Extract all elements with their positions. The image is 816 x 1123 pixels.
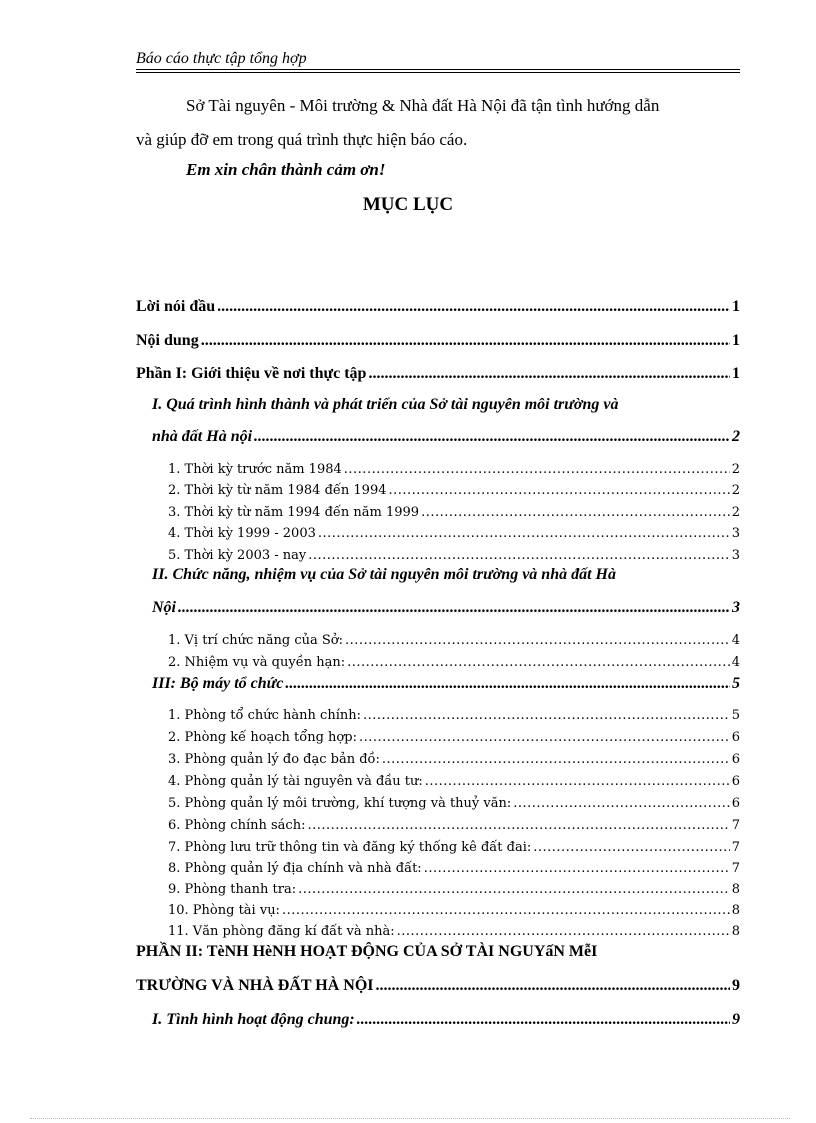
toc-entry-text: Nội bbox=[152, 599, 176, 616]
toc-sub-entry[interactable] bbox=[168, 633, 740, 648]
toc-leader bbox=[359, 730, 730, 745]
toc-entry-loi-noi-dau[interactable] bbox=[136, 298, 740, 316]
toc-page: 4 bbox=[731, 655, 740, 670]
toc-leader bbox=[389, 483, 730, 498]
toc-entry-text: 9. Phòng thanh tra: bbox=[168, 882, 297, 897]
running-header: Báo cáo thực tập tổng hợp bbox=[136, 50, 307, 67]
toc-sub-entry[interactable] bbox=[168, 752, 740, 767]
toc-leader bbox=[347, 655, 730, 670]
toc-sub-entry[interactable] bbox=[168, 840, 740, 855]
toc-entry-sec4[interactable] bbox=[152, 1011, 740, 1029]
toc-sub-entry[interactable] bbox=[168, 655, 740, 670]
toc-entry-text: Phần I: Giới thiệu về nơi thực tập bbox=[136, 365, 367, 382]
toc-entry-sec1[interactable] bbox=[152, 428, 740, 446]
toc-entry-text: 1. Thời kỳ trước năm 1984 bbox=[168, 462, 342, 477]
toc-leader bbox=[424, 861, 730, 876]
toc-entry-text: 3. Thời kỳ từ năm 1994 đến năm 1999 bbox=[168, 505, 420, 520]
toc-page: 3 bbox=[731, 526, 740, 541]
toc-sub-entry[interactable] bbox=[168, 796, 740, 811]
toc-entry-text: 1. Vị trí chức năng của Sở: bbox=[168, 633, 343, 648]
toc-leader bbox=[217, 298, 730, 316]
toc-entry-phan-2[interactable] bbox=[136, 977, 740, 995]
toc-page: 6 bbox=[731, 774, 740, 789]
toc-leader bbox=[298, 882, 730, 897]
toc-sub-entry[interactable] bbox=[168, 903, 740, 918]
toc-leader bbox=[201, 332, 730, 350]
toc-page: 6 bbox=[731, 730, 740, 745]
toc-entry-text: 11. Văn phòng đăng kí đất và nhà: bbox=[168, 924, 395, 939]
toc-leader bbox=[513, 796, 729, 811]
toc-entry-text: 1. Phòng tổ chức hành chính: bbox=[168, 708, 361, 723]
toc-leader bbox=[318, 526, 730, 541]
toc-page: 2 bbox=[731, 462, 740, 477]
toc-sub-entry[interactable] bbox=[168, 774, 740, 789]
toc-sub-entry[interactable] bbox=[168, 730, 740, 745]
header-rule-top bbox=[136, 69, 740, 70]
toc-entry-text: I. Tình hình hoạt động chung: bbox=[152, 1011, 355, 1028]
toc-entry-text: III: Bộ máy tổ chức bbox=[152, 675, 284, 692]
toc-entry-noi-dung[interactable] bbox=[136, 332, 740, 350]
toc-page: 4 bbox=[731, 633, 740, 648]
intro-line-1: Sở Tài nguyên - Môi trường & Nhà đất Hà Nội đã tận tình hướng dẫn bbox=[186, 96, 660, 115]
toc-leader bbox=[344, 462, 730, 477]
toc-sub-entry[interactable] bbox=[168, 505, 740, 520]
intro-line-2: và giúp đỡ em trong quá trình thực hiện báo cáo. bbox=[136, 130, 468, 149]
toc-sub-entry[interactable] bbox=[168, 548, 740, 563]
toc-entry-text: 6. Phòng chính sách: bbox=[168, 818, 306, 833]
toc-leader bbox=[368, 365, 730, 383]
toc-entry-text: 8. Phòng quản lý địa chính và nhà đất: bbox=[168, 861, 422, 876]
toc-leader bbox=[178, 599, 730, 617]
toc-leader bbox=[308, 548, 729, 563]
toc-page: 9 bbox=[732, 977, 740, 994]
toc-leader bbox=[425, 774, 730, 789]
toc-sub-entry[interactable] bbox=[168, 483, 740, 498]
toc-entry-text: 4. Phòng quản lý tài nguyên và đầu tư: bbox=[168, 774, 423, 789]
toc-leader bbox=[382, 752, 730, 767]
toc-entry-text: 2. Nhiệm vụ và quyền hạn: bbox=[168, 655, 346, 670]
toc-phan2-line1[interactable]: PHẦN II: TèNH HèNH HOẠT ĐỘNG CỦA SỞ TÀI NGUYấN MễI bbox=[136, 943, 598, 960]
toc-page: 8 bbox=[731, 924, 740, 939]
toc-leader bbox=[282, 903, 730, 918]
toc-page: 9 bbox=[732, 1011, 740, 1028]
toc-entry-text: 10. Phòng tài vụ: bbox=[168, 903, 280, 918]
toc-sub-entry[interactable] bbox=[168, 882, 740, 897]
toc-page: 2 bbox=[731, 483, 740, 498]
toc-page: 8 bbox=[731, 903, 740, 918]
toc-page: 1 bbox=[732, 332, 740, 349]
toc-page: 7 bbox=[731, 840, 740, 855]
toc-page: 5 bbox=[732, 675, 740, 692]
toc-page: 1 bbox=[732, 365, 740, 382]
toc-page: 8 bbox=[731, 882, 740, 897]
toc-leader bbox=[397, 924, 730, 939]
toc-entry-text: nhà đất Hà nội bbox=[152, 428, 253, 445]
toc-leader bbox=[307, 818, 729, 833]
toc-leader bbox=[533, 840, 729, 855]
toc-leader bbox=[421, 505, 730, 520]
toc-entry-text: Lời nói đầu bbox=[136, 298, 216, 315]
toc-page: 6 bbox=[731, 752, 740, 767]
toc-sec1-line1[interactable]: I. Quá trình hình thành và phát triển của Sở tài nguyên môi trường và bbox=[152, 396, 619, 413]
toc-entry-text: 3. Phòng quản lý đo đạc bản đồ: bbox=[168, 752, 380, 767]
toc-entry-sec2[interactable] bbox=[152, 599, 740, 617]
toc-leader bbox=[376, 977, 731, 995]
toc-title: MỤC LỤC bbox=[362, 194, 454, 215]
header-rule-bottom bbox=[136, 72, 740, 73]
toc-entry-text: 7. Phòng lưu trữ thông tin và đăng ký thống kê đất đai: bbox=[168, 840, 532, 855]
toc-leader bbox=[254, 428, 730, 446]
toc-leader bbox=[357, 1011, 730, 1029]
toc-entry-sec3[interactable] bbox=[152, 675, 740, 693]
thanks-line: Em xin chân thành cảm ơn! bbox=[186, 160, 386, 179]
toc-entry-text: 4. Thời kỳ 1999 - 2003 bbox=[168, 526, 316, 541]
toc-entry-text: Nội dung bbox=[136, 332, 199, 349]
toc-entry-text: 2. Phòng kế hoạch tổng hợp: bbox=[168, 730, 357, 745]
toc-entry-text: 5. Thời kỳ 2003 - nay bbox=[168, 548, 307, 563]
toc-page: 2 bbox=[732, 428, 740, 445]
toc-page: 7 bbox=[731, 818, 740, 833]
toc-entry-text: 2. Thời kỳ từ năm 1984 đến 1994 bbox=[168, 483, 387, 498]
toc-entry-text: 5. Phòng quản lý môi trường, khí tượng và thuỷ văn: bbox=[168, 796, 512, 811]
toc-sub-entry[interactable] bbox=[168, 462, 740, 477]
toc-sub-entry[interactable] bbox=[168, 818, 740, 833]
toc-sub-entry[interactable] bbox=[168, 526, 740, 541]
toc-sub-entry[interactable] bbox=[168, 924, 740, 939]
toc-page: 7 bbox=[731, 861, 740, 876]
toc-entry-text: TRƯỜNG VÀ NHÀ ĐẤT HÀ NỘI bbox=[136, 977, 374, 994]
toc-sec2-line1[interactable]: II. Chức năng, nhiệm vụ của Sở tài nguyên môi trường và nhà đất Hà bbox=[152, 566, 616, 583]
toc-sub-entry[interactable] bbox=[168, 861, 740, 876]
toc-page: 6 bbox=[731, 796, 740, 811]
toc-page: 5 bbox=[731, 708, 740, 723]
toc-entry-phan-1[interactable] bbox=[136, 365, 740, 383]
page-bottom-edge bbox=[30, 1118, 790, 1119]
toc-page: 1 bbox=[732, 298, 740, 315]
toc-sub-entry[interactable] bbox=[168, 708, 740, 723]
toc-leader bbox=[345, 633, 730, 648]
toc-page: 2 bbox=[731, 505, 740, 520]
toc-leader bbox=[363, 708, 730, 723]
toc-page: 3 bbox=[732, 599, 740, 616]
toc-page: 3 bbox=[731, 548, 740, 563]
toc-leader bbox=[285, 675, 730, 693]
